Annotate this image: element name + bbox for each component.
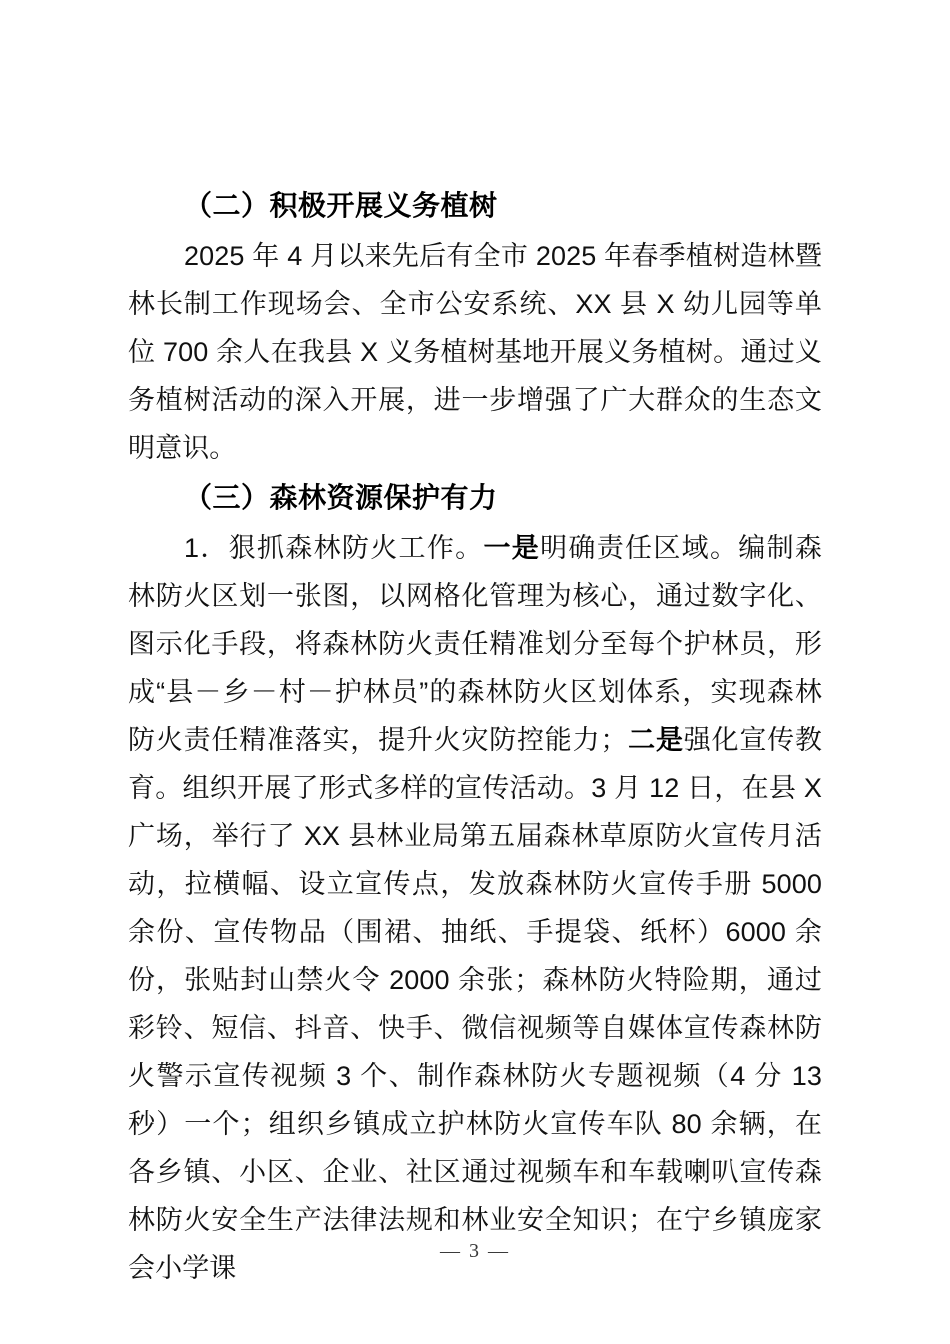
paragraph-forest-fire-prevention: [128, 524, 822, 1292]
emphasis-run: 二是: [627, 725, 684, 755]
text-run: 1．狠抓森林防火工作。: [184, 533, 484, 563]
text-run: 明确责任区域。编制森林防火区划一张图，以网格化管理为核心，通过数字化、图示化手段，将森林防火责任精准划分至每个护林员，形成“县－乡－村－护林员”的森林防火区划体系，实现森林防火责任精准落实，提升火灾防控能力；: [128, 533, 822, 755]
paragraph-volunteer-tree-planting: 2025 年 4 月以来先后有全市 2025 年春季植树造林暨林长制工作现场会、全市公安系统、XX 县 X 幼儿园等单位 700 余人在我县 X 义务植树基地开展义务植树。通过义务植树活动的深入开展，进一步增强了广大群众的生态文明意识。: [128, 241, 822, 463]
text-run: 强化宣传教育。组织开展了形式多样的宣传活动。3 月 12 日，在县 X 广场，举行了 XX 县林业局第五届森林草原防火宣传月活动，拉横幅、设立宣传点，发放森林防火宣传手册 5000 余份、宣传物品（围裙、抽纸、手提袋、纸杯）6000 余份，张贴封山禁火令 2000 余张；森林防火特险期，通过彩铃、短信、抖音、快手、微信视频等自媒体宣传森林防火警示宣传视频 3 个、制作森林防火专题视频（4 分 13 秒）一个；组织乡镇成立护林防火宣传车队 80 余辆，在各乡镇、小区、企业、社区通过视频车和车载喇叭宣传森林防火安全生产法律法规和林业安全知识；在宁乡镇庞家会小学课: [128, 725, 822, 1283]
document-body: [128, 182, 822, 1292]
heading-section-3: （三）森林资源保护有力: [184, 482, 498, 513]
emphasis-run: 一是: [483, 533, 541, 563]
heading-section-2: （二）积极开展义务植树: [184, 190, 498, 221]
page-number: — 3 —: [440, 1240, 510, 1262]
